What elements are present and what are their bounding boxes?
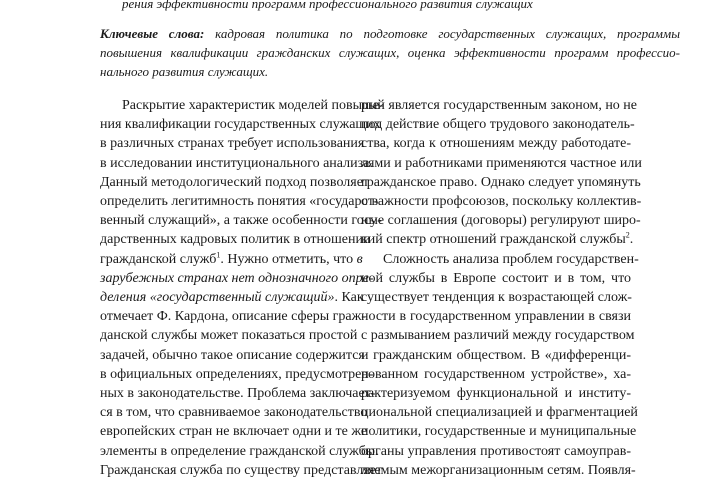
text-line	[361, 192, 642, 211]
text-run: в исследовании институционального анализа.	[100, 155, 373, 171]
text-line	[100, 288, 364, 307]
text-line	[100, 230, 371, 249]
text-run: и гражданским обществом. В «дифференци-	[361, 347, 631, 363]
text-run: определить легитимность понятия «государст-	[100, 194, 379, 210]
text-line	[100, 269, 374, 288]
text-line	[100, 326, 358, 345]
text-run: в официальных определениях, предусмотрен-	[100, 366, 374, 382]
text-run: кий спектр отношений гражданской службы	[361, 232, 626, 248]
text-line	[100, 384, 376, 403]
text-line	[100, 211, 382, 230]
text-line	[100, 249, 363, 269]
text-run: данской службы может показаться простой	[100, 328, 358, 344]
text-line	[100, 442, 379, 461]
text-run: гражданское право. Однако следует упомянуть	[361, 174, 641, 190]
text-line	[361, 461, 636, 480]
text-run: ства, когда к отношениям между работодате-	[361, 136, 631, 152]
text-run: венный служащий», а также особенности госу-	[100, 213, 382, 229]
text-line	[100, 134, 365, 153]
text-line	[100, 154, 373, 173]
text-line	[100, 422, 368, 441]
keywords-line	[100, 24, 680, 43]
text-run: задачей, обычно такое описание содержится	[100, 347, 365, 363]
text-run: .	[629, 232, 634, 248]
text-line	[361, 173, 641, 192]
italic-run: в	[356, 251, 363, 267]
text-line	[100, 192, 379, 211]
text-line	[361, 442, 631, 461]
text-run: гражданской служб	[100, 251, 217, 267]
text-run: политики, государственные и муниципальные	[361, 424, 637, 440]
text-line	[100, 346, 365, 365]
text-line	[361, 134, 631, 153]
text-run: ляемым межорганизационным сетям. Появля-	[361, 462, 636, 478]
text-run: рованном государственном устройстве», ха-	[361, 366, 631, 382]
text-line	[100, 173, 370, 192]
text-run: Гражданская служба по существу представляет	[100, 462, 383, 478]
text-line	[361, 288, 631, 307]
text-line	[361, 230, 634, 249]
text-line	[100, 365, 374, 384]
text-run: отмечает Ф. Кардона, описание сферы граж-	[100, 309, 366, 325]
text-run: ности в государственном управлении в связи	[361, 309, 631, 325]
text-run: ных в законодательстве. Проблема заключает-	[100, 386, 376, 402]
footnote-ref: 2	[625, 230, 630, 240]
text-line	[361, 422, 637, 441]
text-line	[361, 211, 641, 230]
text-line	[100, 115, 381, 134]
keywords-block	[100, 24, 680, 81]
text-run: рактеризуемом функциональной и институ-	[361, 386, 631, 402]
abstract-tail: рения эффективности программ профессионального развития служащих	[122, 0, 533, 11]
text-run: органы управления противостоят самоуправ-	[361, 443, 631, 459]
text-run: о важности профсоюзов, поскольку коллектив-	[361, 194, 642, 210]
text-run: лями и работниками применяются частное или	[361, 155, 642, 171]
text-line	[361, 269, 631, 288]
text-run: дарственных кадровых политик в отношении	[100, 232, 371, 248]
text-line	[361, 384, 631, 403]
text-run: ные соглашения (договоры) регулируют широ-	[361, 213, 641, 229]
text-line	[361, 403, 638, 422]
text-line	[361, 154, 642, 173]
text-line	[361, 346, 631, 365]
text-line	[100, 96, 384, 115]
text-run: Данный методологический подход позволяет	[100, 174, 370, 190]
text-run: ной службы в Европе состоит и в том, что	[361, 270, 631, 286]
text-run: в различных странах требует использования	[100, 136, 365, 152]
text-run: рый является государственным законом, но не	[361, 98, 638, 113]
text-run: ся в том, что сравниваемое законодательство	[100, 405, 368, 421]
text-line	[361, 326, 635, 345]
italic-run: деления «государственный служащий»	[100, 290, 335, 306]
footnote-ref: 1	[216, 249, 221, 259]
text-run: ния квалификации государственных служащих	[100, 117, 381, 133]
text-line	[361, 307, 631, 326]
text-line	[361, 365, 631, 384]
text-line	[361, 96, 638, 115]
keywords-text: кадровая политика по подготовке государственных служащих, программы	[204, 26, 680, 41]
text-run: Сложность анализа проблем государствен-	[383, 251, 639, 267]
keywords-label: Ключевые слова:	[100, 26, 205, 41]
text-run: . Нужно отметить, что	[220, 251, 357, 267]
text-line	[100, 403, 368, 422]
text-run: существует тенденция к возрастающей слож-	[361, 290, 632, 306]
text-run: Раскрытие характеристик моделей повыше-	[122, 98, 384, 113]
text-run: элементы в определение гражданской службы.	[100, 443, 379, 459]
text-line	[361, 250, 639, 269]
text-run: . Как	[334, 290, 364, 306]
italic-run: зарубежных странах нет однозначного опре-	[100, 270, 374, 286]
text-line	[100, 461, 383, 480]
left-column	[100, 96, 384, 480]
text-line	[100, 307, 366, 326]
text-run: с размыванием различий между государством	[361, 328, 635, 344]
text-run: циональной специализацией и фрагментацией	[361, 405, 638, 421]
text-run: европейских стран не включает одни и те же	[100, 424, 368, 440]
text-run: под действие общего трудового законодатель-	[361, 117, 635, 133]
keywords-line: повышения квалификации гражданских служащих, оценка эффективности программ профессио-	[100, 45, 680, 60]
keywords-line: нального развития служащих.	[100, 64, 269, 79]
right-column	[361, 96, 642, 480]
text-line	[361, 115, 635, 134]
